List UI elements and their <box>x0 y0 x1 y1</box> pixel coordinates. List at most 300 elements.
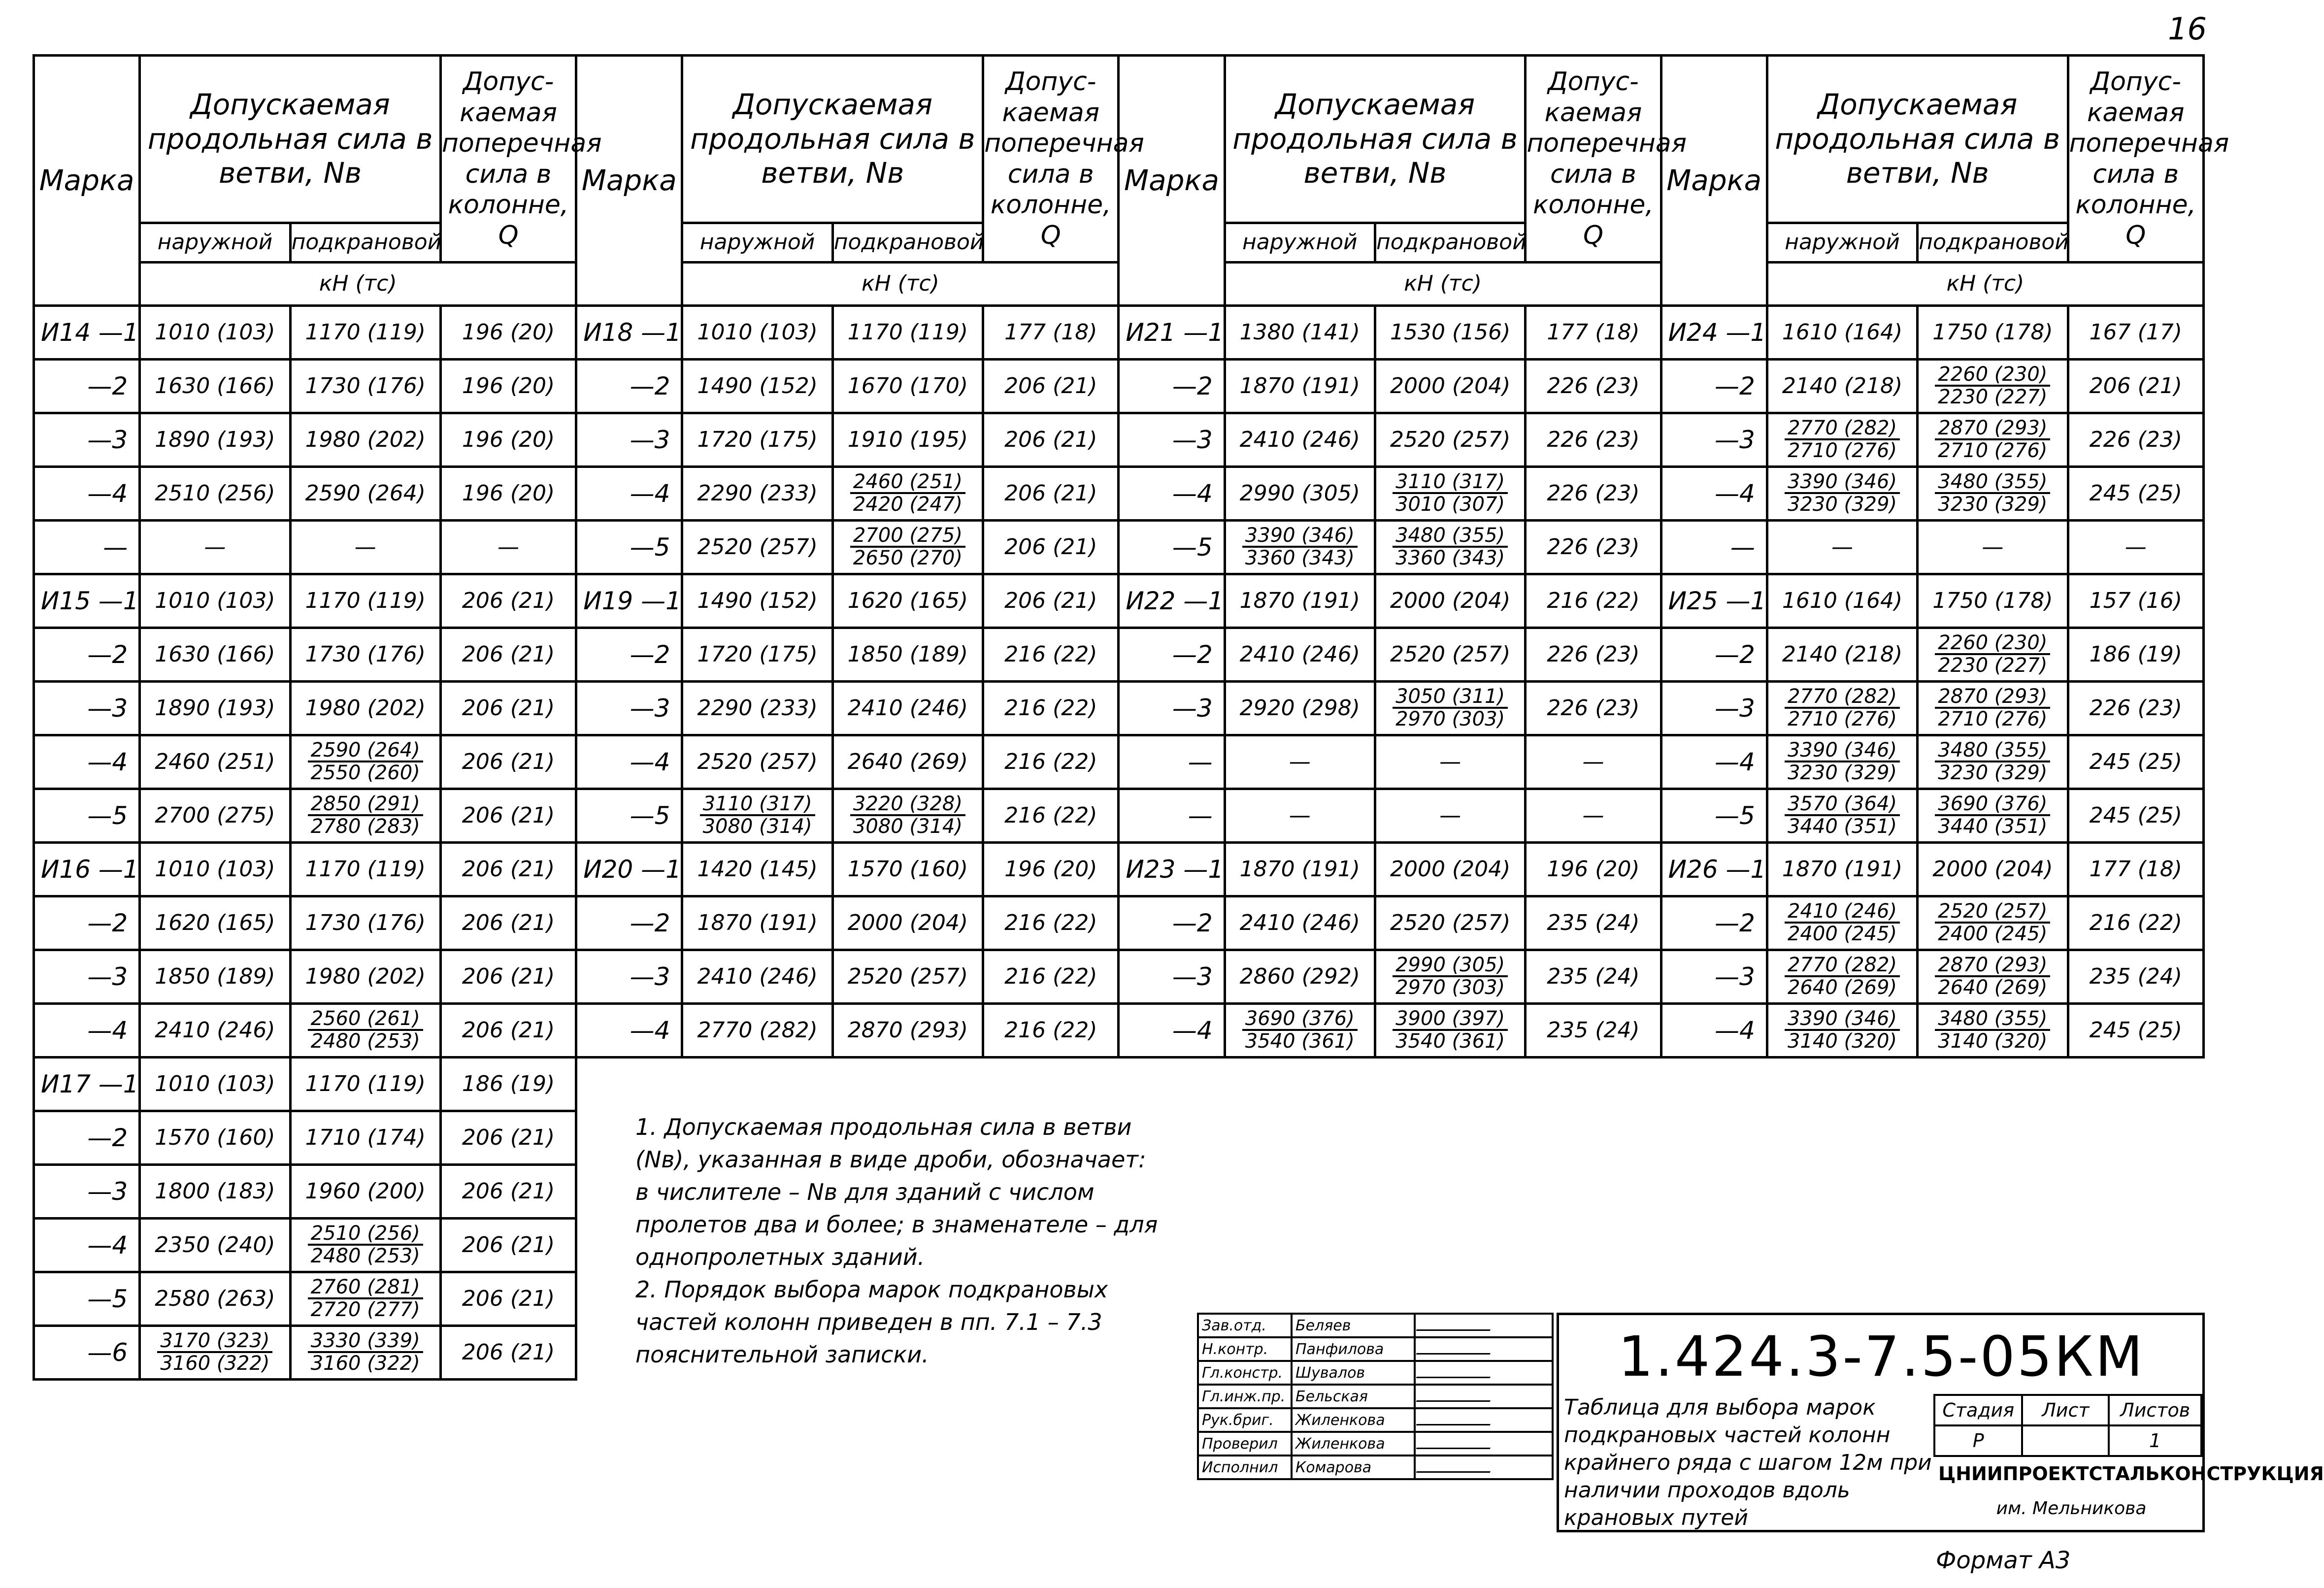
transverse-cell: 196 (20) <box>440 360 576 413</box>
header-unit: кН (тс) <box>682 263 1119 306</box>
numerator: 2870 (293) <box>1935 686 2050 709</box>
header-longitudinal-force: Допускаемая продольная сила в ветви, Nв <box>682 56 983 223</box>
table-row <box>34 735 2204 789</box>
outer-cell <box>1767 682 1917 735</box>
denominator: 3080 (314) <box>702 815 812 838</box>
crane-cell <box>1918 1004 2068 1058</box>
signature <box>1415 1432 1553 1456</box>
crane-cell: — <box>290 521 440 574</box>
crane-cell: 1730 (176) <box>290 628 440 682</box>
header-crane-branch: подкрановой <box>1375 223 1525 263</box>
outer-cell: 2290 (233) <box>682 682 832 735</box>
stamp-name: Жиленкова <box>1292 1432 1415 1456</box>
denominator: 2230 (227) <box>1938 386 2048 409</box>
denominator: 2640 (269) <box>1787 976 1897 999</box>
stamp-name: Комарова <box>1292 1456 1415 1479</box>
numerator: 2870 (293) <box>1935 955 2050 977</box>
crane-cell <box>1918 896 2068 950</box>
crane-cell <box>1375 1004 1525 1058</box>
numerator: 3390 (346) <box>1785 740 1900 762</box>
crane-cell <box>1918 628 2068 682</box>
transverse-cell: 235 (24) <box>2068 950 2203 1004</box>
mark-cell: И21 —1 <box>1119 306 1225 360</box>
crane-cell: 2520 (257) <box>1375 413 1525 467</box>
mark-cell: —5 <box>1661 789 1767 843</box>
transverse-cell: 177 (18) <box>1526 306 1661 360</box>
denominator: 2710 (276) <box>1787 439 1897 463</box>
mark-cell: —4 <box>576 467 682 521</box>
outer-cell: 1720 (175) <box>682 628 832 682</box>
mark-cell: —5 <box>1119 521 1225 574</box>
crane-cell: 2590 (264) <box>290 467 440 521</box>
crane-cell <box>1918 950 2068 1004</box>
outer-cell: 1490 (152) <box>682 360 832 413</box>
mark-cell: —5 <box>34 789 140 843</box>
transverse-cell: 226 (23) <box>2068 413 2203 467</box>
crane-cell: 1980 (202) <box>290 950 440 1004</box>
outer-cell: 1870 (191) <box>1767 843 1917 896</box>
signature-row <box>1198 1314 1553 1337</box>
mark-cell: —4 <box>1119 467 1225 521</box>
transverse-cell: 226 (23) <box>1526 467 1661 521</box>
transverse-cell: 206 (21) <box>440 789 576 843</box>
transverse-cell: 216 (22) <box>1526 574 1661 628</box>
transverse-cell: 186 (19) <box>440 1058 576 1111</box>
transverse-cell: 216 (22) <box>983 950 1119 1004</box>
outer-cell: 1870 (191) <box>682 896 832 950</box>
notes <box>635 1111 1162 1371</box>
numerator: 3050 (311) <box>1393 686 1508 709</box>
denominator: 3230 (329) <box>1787 761 1897 785</box>
sheet-number: 16 <box>2168 11 2207 47</box>
outer-cell <box>1767 789 1917 843</box>
header-longitudinal-force: Допускаемая продольная сила в ветви, Nв <box>140 56 441 223</box>
fraction-value <box>1785 471 1900 515</box>
document-number: 1.424.3-7.5-05КМ <box>1618 1325 2145 1389</box>
signature <box>1415 1337 1553 1361</box>
mark-cell: —2 <box>1119 628 1225 682</box>
numerator: 3170 (323) <box>157 1330 272 1353</box>
crane-cell: 2000 (204) <box>832 896 983 950</box>
signature <box>1415 1408 1553 1432</box>
fraction-value <box>1935 1008 2050 1052</box>
outer-cell <box>1767 413 1917 467</box>
mark-cell: —3 <box>1119 413 1225 467</box>
mark-cell: —4 <box>1661 1004 1767 1058</box>
crane-cell <box>290 1004 440 1058</box>
header-unit: кН (тс) <box>140 263 576 306</box>
transverse-cell: 206 (21) <box>440 1165 576 1219</box>
mark-cell: И20 —1 <box>576 843 682 896</box>
numerator: 2870 (293) <box>1935 418 2050 440</box>
denominator: 2720 (277) <box>310 1298 420 1322</box>
mark-cell: —4 <box>34 1004 140 1058</box>
organization: ЦНИИПРОЕКТСТАЛЬКОНСТРУКЦИЯ <box>1938 1463 2324 1485</box>
denominator: 2550 (260) <box>310 761 420 785</box>
outer-cell: 2510 (256) <box>140 467 290 521</box>
crane-cell: 2520 (257) <box>1375 628 1525 682</box>
transverse-cell: 216 (22) <box>983 735 1119 789</box>
fraction-value <box>308 1008 423 1052</box>
crane-cell: 1750 (178) <box>1918 574 2068 628</box>
transverse-cell: 206 (21) <box>440 1004 576 1058</box>
fraction-value <box>1785 955 1900 998</box>
denominator: 2970 (303) <box>1395 976 1505 999</box>
stage-value: Р <box>1934 1425 2022 1456</box>
header-unit: кН (тс) <box>1767 263 2203 306</box>
transverse-cell: 206 (21) <box>440 896 576 950</box>
denominator: 2780 (283) <box>310 815 420 838</box>
outer-cell: 1010 (103) <box>140 843 290 896</box>
note-1-detail: в числителе – Nв для зданий с числом пролетов два и более; в знаменателе – для однопролетных зданий. <box>635 1179 1158 1270</box>
transverse-cell: 245 (25) <box>2068 735 2203 789</box>
outer-cell: 1870 (191) <box>1225 574 1375 628</box>
numerator: 3480 (355) <box>1935 740 2050 762</box>
mark-cell: —2 <box>1119 896 1225 950</box>
denominator: 2400 (245) <box>1938 923 2048 946</box>
transverse-cell: 206 (21) <box>440 1219 576 1272</box>
numerator: 3110 (317) <box>1393 471 1508 494</box>
mark-cell: И25 —1 <box>1661 574 1767 628</box>
denominator: 3360 (343) <box>1395 547 1505 570</box>
table-row <box>34 843 2204 896</box>
signature <box>1415 1361 1553 1385</box>
transverse-cell: — <box>2068 521 2203 574</box>
transverse-cell: 206 (21) <box>983 360 1119 413</box>
denominator: 3140 (320) <box>1938 1030 2048 1053</box>
outer-cell: 1630 (166) <box>140 360 290 413</box>
note-1: 1. Допускаемая продольная сила в ветви (Nв), указанная в виде дроби, обозначает: <box>635 1114 1146 1173</box>
outer-cell <box>1767 950 1917 1004</box>
outer-cell: 1630 (166) <box>140 628 290 682</box>
mark-cell: —3 <box>34 413 140 467</box>
mark-cell: —2 <box>1661 896 1767 950</box>
crane-cell: 1910 (195) <box>832 413 983 467</box>
numerator: 2770 (282) <box>1785 686 1900 709</box>
mark-cell: —4 <box>576 735 682 789</box>
header-marka: Марка <box>1119 56 1225 306</box>
signature-row <box>1198 1385 1553 1408</box>
numerator: 2510 (256) <box>308 1223 423 1246</box>
transverse-cell: — <box>1526 789 1661 843</box>
crane-cell <box>1375 950 1525 1004</box>
crane-cell <box>290 1219 440 1272</box>
outer-cell: 2700 (275) <box>140 789 290 843</box>
outer-cell: 2520 (257) <box>682 521 832 574</box>
mark-cell: —2 <box>34 628 140 682</box>
transverse-cell: 196 (20) <box>983 843 1119 896</box>
table-row <box>34 413 2204 467</box>
header-marka: Марка <box>34 56 140 306</box>
table-row <box>34 1058 2204 1111</box>
header-marka: Марка <box>576 56 682 306</box>
mark-cell: —5 <box>576 521 682 574</box>
crane-cell: 1170 (119) <box>290 574 440 628</box>
transverse-cell: 206 (21) <box>983 521 1119 574</box>
fraction-value <box>1785 1008 1900 1052</box>
mark-cell: —3 <box>576 413 682 467</box>
crane-cell: 1710 (174) <box>290 1111 440 1165</box>
mark-cell: И14 —1 <box>34 306 140 360</box>
numerator: 3390 (346) <box>1242 525 1358 548</box>
mark-cell: И16 —1 <box>34 843 140 896</box>
numerator: 3900 (397) <box>1393 1008 1508 1031</box>
crane-cell: 1980 (202) <box>290 413 440 467</box>
fraction-value <box>1393 471 1508 515</box>
crane-cell <box>1918 413 2068 467</box>
outer-cell <box>1767 467 1917 521</box>
fraction-value <box>1935 686 2050 729</box>
mark-cell: — <box>1119 735 1225 789</box>
header-transverse-force: Допус-каемая поперечная сила в колонне, Q <box>983 56 1119 263</box>
outer-cell: — <box>1225 789 1375 843</box>
crane-cell: 2000 (204) <box>1375 360 1525 413</box>
denominator: 2640 (269) <box>1938 976 2048 999</box>
numerator: 3480 (355) <box>1935 1008 2050 1031</box>
fraction-value <box>308 1277 423 1320</box>
signature-row <box>1198 1456 1553 1479</box>
header-crane-branch: подкрановой <box>1918 223 2068 263</box>
crane-cell: 1170 (119) <box>290 306 440 360</box>
signature-scribble <box>1416 1364 1495 1378</box>
denominator: 2710 (276) <box>1938 439 2048 463</box>
table-row <box>34 521 2204 574</box>
mark-cell: —3 <box>1661 682 1767 735</box>
transverse-cell: 226 (23) <box>1526 360 1661 413</box>
table-row <box>34 682 2204 735</box>
crane-cell: — <box>1375 735 1525 789</box>
numerator: 3390 (346) <box>1785 471 1900 494</box>
mark-cell: —4 <box>1119 1004 1225 1058</box>
outer-cell: 1010 (103) <box>682 306 832 360</box>
transverse-cell: — <box>1526 735 1661 789</box>
stamp-name: Жиленкова <box>1292 1408 1415 1432</box>
fraction-value <box>1785 740 1900 783</box>
numerator: 2770 (282) <box>1785 955 1900 977</box>
mark-cell: —5 <box>34 1272 140 1326</box>
denominator: 3160 (322) <box>310 1352 420 1375</box>
header-outer-branch: наружной <box>1767 223 1917 263</box>
crane-cell: 2000 (204) <box>1375 843 1525 896</box>
mark-cell: — <box>1661 521 1767 574</box>
crane-cell: 2000 (204) <box>1918 843 2068 896</box>
outer-cell: 1010 (103) <box>140 306 290 360</box>
crane-cell <box>832 467 983 521</box>
signature-row <box>1198 1361 1553 1385</box>
mark-cell: —2 <box>1661 628 1767 682</box>
transverse-cell: 206 (21) <box>440 950 576 1004</box>
fraction-value <box>1935 418 2050 461</box>
signature <box>1415 1456 1553 1479</box>
outer-cell: 2410 (246) <box>682 950 832 1004</box>
mark-cell: —3 <box>1119 682 1225 735</box>
outer-cell <box>140 1326 290 1380</box>
transverse-cell: 206 (21) <box>440 574 576 628</box>
mark-cell: —3 <box>1661 950 1767 1004</box>
fraction-value <box>1785 418 1900 461</box>
transverse-cell: 196 (20) <box>440 467 576 521</box>
sheets-value: 1 <box>2109 1425 2201 1456</box>
fraction-value <box>308 1223 423 1266</box>
fraction-value <box>1935 471 2050 515</box>
crane-cell <box>1918 467 2068 521</box>
outer-cell: 1420 (145) <box>682 843 832 896</box>
outer-cell: 1850 (189) <box>140 950 290 1004</box>
sheet-label: Лист <box>2022 1395 2109 1425</box>
mark-cell: —4 <box>34 1219 140 1272</box>
mark-cell: И17 —1 <box>34 1058 140 1111</box>
mark-cell: —4 <box>576 1004 682 1058</box>
stamp-name: Панфилова <box>1292 1337 1415 1361</box>
fraction-value <box>850 471 965 515</box>
outer-cell: — <box>140 521 290 574</box>
transverse-cell: 206 (21) <box>440 735 576 789</box>
numerator: 3570 (364) <box>1785 794 1900 816</box>
header-longitudinal-force: Допускаемая продольная сила в ветви, Nв <box>1225 56 1526 223</box>
mark-cell: И18 —1 <box>576 306 682 360</box>
outer-cell: 1720 (175) <box>682 413 832 467</box>
mark-cell: —2 <box>34 360 140 413</box>
outer-cell: 2580 (263) <box>140 1272 290 1326</box>
stage-label: Стадия <box>1934 1395 2022 1425</box>
denominator: 2970 (303) <box>1395 708 1505 731</box>
outer-cell <box>1225 521 1375 574</box>
transverse-cell: 216 (22) <box>983 896 1119 950</box>
header-longitudinal-force: Допускаемая продольная сила в ветви, Nв <box>1767 56 2068 223</box>
outer-cell <box>682 789 832 843</box>
table-row <box>34 306 2204 360</box>
outer-cell <box>1767 896 1917 950</box>
stamp-role: Проверил <box>1198 1432 1292 1456</box>
denominator: 3230 (329) <box>1938 761 2048 785</box>
signature-row <box>1198 1432 1553 1456</box>
outer-cell: 2920 (298) <box>1225 682 1375 735</box>
mark-cell: И15 —1 <box>34 574 140 628</box>
outer-cell: 1620 (165) <box>140 896 290 950</box>
outer-cell <box>1767 1004 1917 1058</box>
denominator: 2710 (276) <box>1787 708 1897 731</box>
transverse-cell: 196 (20) <box>440 306 576 360</box>
signature <box>1415 1314 1553 1337</box>
outer-cell: 1490 (152) <box>682 574 832 628</box>
outer-cell: 1610 (164) <box>1767 574 1917 628</box>
fraction-value <box>1393 1008 1508 1052</box>
transverse-cell: 226 (23) <box>2068 682 2203 735</box>
crane-cell: 2520 (257) <box>832 950 983 1004</box>
outer-cell: 1800 (183) <box>140 1165 290 1219</box>
mark-cell: —2 <box>576 628 682 682</box>
outer-cell: 1890 (193) <box>140 413 290 467</box>
mark-cell: —2 <box>1661 360 1767 413</box>
mark-cell: —3 <box>34 1165 140 1219</box>
crane-cell <box>1918 682 2068 735</box>
crane-cell: — <box>1918 521 2068 574</box>
mark-cell: —2 <box>34 1111 140 1165</box>
crane-cell <box>1375 682 1525 735</box>
table-row <box>34 628 2204 682</box>
transverse-cell: 206 (21) <box>440 628 576 682</box>
mark-cell: —3 <box>576 950 682 1004</box>
transverse-cell: 226 (23) <box>1526 413 1661 467</box>
denominator: 2400 (245) <box>1787 923 1897 946</box>
transverse-cell: — <box>440 521 576 574</box>
denominator: 3010 (307) <box>1395 493 1505 516</box>
mark-cell: —3 <box>34 950 140 1004</box>
numerator: 3220 (328) <box>850 794 965 816</box>
denominator: 3540 (361) <box>1245 1030 1355 1053</box>
mark-cell: И23 —1 <box>1119 843 1225 896</box>
outer-cell: 2460 (251) <box>140 735 290 789</box>
transverse-cell: 206 (21) <box>440 1272 576 1326</box>
numerator: 2990 (305) <box>1393 955 1508 977</box>
header-transverse-force: Допус-каемая поперечная сила в колонне, Q <box>440 56 576 263</box>
sheets-label: Листов <box>2109 1395 2201 1425</box>
organization-sub: им. Мельникова <box>1996 1498 2147 1519</box>
transverse-cell: 226 (23) <box>1526 521 1661 574</box>
outer-cell: — <box>1767 521 1917 574</box>
denominator: 2710 (276) <box>1938 708 2048 731</box>
transverse-cell: 235 (24) <box>1526 1004 1661 1058</box>
crane-cell: 2520 (257) <box>1375 896 1525 950</box>
outer-cell: 2140 (218) <box>1767 628 1917 682</box>
mark-cell: —3 <box>1119 950 1225 1004</box>
crane-cell: 1730 (176) <box>290 360 440 413</box>
denominator: 3440 (351) <box>1787 815 1897 838</box>
signature-scribble <box>1416 1458 1495 1473</box>
transverse-cell: 245 (25) <box>2068 789 2203 843</box>
numerator: 2410 (246) <box>1785 901 1900 924</box>
transverse-cell: 177 (18) <box>983 306 1119 360</box>
denominator: 3360 (343) <box>1245 547 1355 570</box>
mark-cell: —2 <box>576 896 682 950</box>
crane-cell <box>1918 789 2068 843</box>
denominator: 3230 (329) <box>1938 493 2048 516</box>
numerator: 3690 (376) <box>1242 1008 1358 1031</box>
numerator: 3480 (355) <box>1393 525 1508 548</box>
mark-cell: И19 —1 <box>576 574 682 628</box>
outer-cell: 1010 (103) <box>140 1058 290 1111</box>
fraction-value <box>850 525 965 568</box>
fraction-value <box>1393 525 1508 568</box>
numerator: 2520 (257) <box>1935 901 2050 924</box>
document-title: Таблица для выбора марок подкрановых частей колонн крайнего ряда с шагом 12м при наличии проходов вдоль крановых путей <box>1564 1395 1932 1530</box>
crane-cell: 2000 (204) <box>1375 574 1525 628</box>
signature-block <box>1197 1313 1554 1480</box>
transverse-cell: 157 (16) <box>2068 574 2203 628</box>
crane-cell: 1530 (156) <box>1375 306 1525 360</box>
crane-cell: 1170 (119) <box>290 1058 440 1111</box>
denominator: 2480 (253) <box>310 1030 420 1053</box>
numerator: 2260 (230) <box>1935 632 2050 655</box>
numerator: 2770 (282) <box>1785 418 1900 440</box>
transverse-cell: 177 (18) <box>2068 843 2203 896</box>
outer-cell: 1870 (191) <box>1225 360 1375 413</box>
mark-cell: — <box>34 521 140 574</box>
crane-cell <box>290 789 440 843</box>
stamp-role: Н.контр. <box>1198 1337 1292 1361</box>
signature-row <box>1198 1408 1553 1432</box>
crane-cell: 1620 (165) <box>832 574 983 628</box>
numerator: 3480 (355) <box>1935 471 2050 494</box>
crane-cell <box>1918 360 2068 413</box>
fraction-value <box>1785 901 1900 944</box>
header-unit: кН (тс) <box>1225 263 1661 306</box>
crane-cell <box>1918 735 2068 789</box>
outer-cell <box>1767 735 1917 789</box>
transverse-cell: 216 (22) <box>983 628 1119 682</box>
outer-cell: 2410 (246) <box>1225 413 1375 467</box>
denominator: 3540 (361) <box>1395 1030 1505 1053</box>
